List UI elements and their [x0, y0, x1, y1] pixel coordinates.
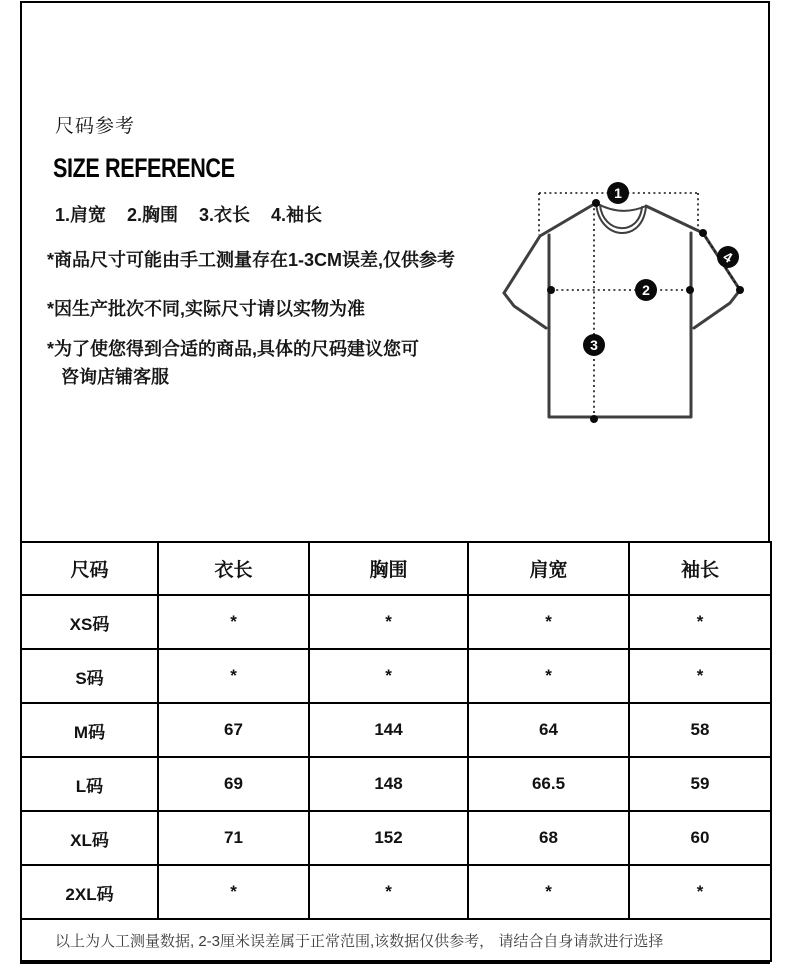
measurement-value: *	[158, 865, 309, 919]
measurement-value: *	[468, 865, 629, 919]
measure-item-1: 1.肩宽	[55, 205, 107, 225]
measure-item-2: 2.胸围	[127, 205, 179, 225]
size-label: 2XL码	[21, 865, 158, 919]
measurement-value: 69	[158, 757, 309, 811]
size-label: L码	[21, 757, 158, 811]
measurement-value: 71	[158, 811, 309, 865]
tshirt-collar	[596, 203, 646, 233]
measurement-value: *	[629, 595, 771, 649]
measurement-value: *	[629, 865, 771, 919]
tshirt-measurement-diagram	[490, 160, 790, 450]
table-row	[21, 703, 771, 757]
measurement-value: *	[629, 649, 771, 703]
measurement-value: 66.5	[468, 757, 629, 811]
table-row	[21, 649, 771, 703]
size-table-header-row	[21, 542, 771, 595]
column-header: 胸围	[309, 542, 468, 595]
table-row	[21, 595, 771, 649]
measurement-value: 67	[158, 703, 309, 757]
measurement-value: *	[158, 649, 309, 703]
table-row	[21, 865, 771, 919]
table-footnote: 以上为人工测量数据, 2-3厘米误差属于正常范围,该数据仅供参考， 请结合自身请款进行选择	[21, 919, 771, 961]
badge-2-number: 2	[642, 282, 650, 298]
measurement-value: 144	[309, 703, 468, 757]
badge-3-number: 3	[590, 337, 598, 353]
measurement-value: 60	[629, 811, 771, 865]
page-title-english: SIZE REFERENCE	[53, 153, 235, 183]
measurement-value: *	[468, 649, 629, 703]
badge-1-number: 1	[614, 185, 622, 201]
size-reference-table	[20, 541, 772, 962]
table-footnote-row	[21, 919, 771, 961]
disclaimer-note-2: *因生产批次不同,实际尺寸请以实物为准	[47, 299, 366, 319]
measurement-value: 152	[309, 811, 468, 865]
size-label: S码	[21, 649, 158, 703]
measurement-value: *	[309, 649, 468, 703]
measurement-value: *	[309, 865, 468, 919]
column-header: 衣长	[158, 542, 309, 595]
table-row	[21, 811, 771, 865]
measurement-dotted-lines	[539, 193, 740, 419]
measurement-value: 58	[629, 703, 771, 757]
measure-item-3: 3.衣长	[199, 205, 251, 225]
size-table-body	[21, 595, 771, 961]
disclaimer-note-1: *商品尺寸可能由手工测量存在1-3CM误差,仅供参考	[47, 250, 456, 270]
column-header: 肩宽	[468, 542, 629, 595]
size-label: XS码	[21, 595, 158, 649]
measurement-value: 68	[468, 811, 629, 865]
measurement-value: 148	[309, 757, 468, 811]
table-row	[21, 757, 771, 811]
page-title: 尺码参考	[55, 116, 136, 137]
column-header: 袖长	[629, 542, 771, 595]
measurement-endpoint-dots	[547, 199, 744, 423]
measurement-value: 59	[629, 757, 771, 811]
measurement-legend	[55, 201, 322, 227]
badge-4-number: 4	[720, 248, 736, 266]
size-label: M码	[21, 703, 158, 757]
disclaimer-note-3-line2: 咨询店铺客服	[61, 367, 169, 387]
measurement-value: 64	[468, 703, 629, 757]
disclaimer-note-3: *为了使您得到合适的商品,具体的尺码建议您可	[47, 339, 420, 359]
column-header: 尺码	[21, 542, 158, 595]
measurement-value: *	[158, 595, 309, 649]
size-label: XL码	[21, 811, 158, 865]
measure-item-4: 4.袖长	[271, 205, 323, 225]
measurement-value: *	[309, 595, 468, 649]
measurement-value: *	[468, 595, 629, 649]
